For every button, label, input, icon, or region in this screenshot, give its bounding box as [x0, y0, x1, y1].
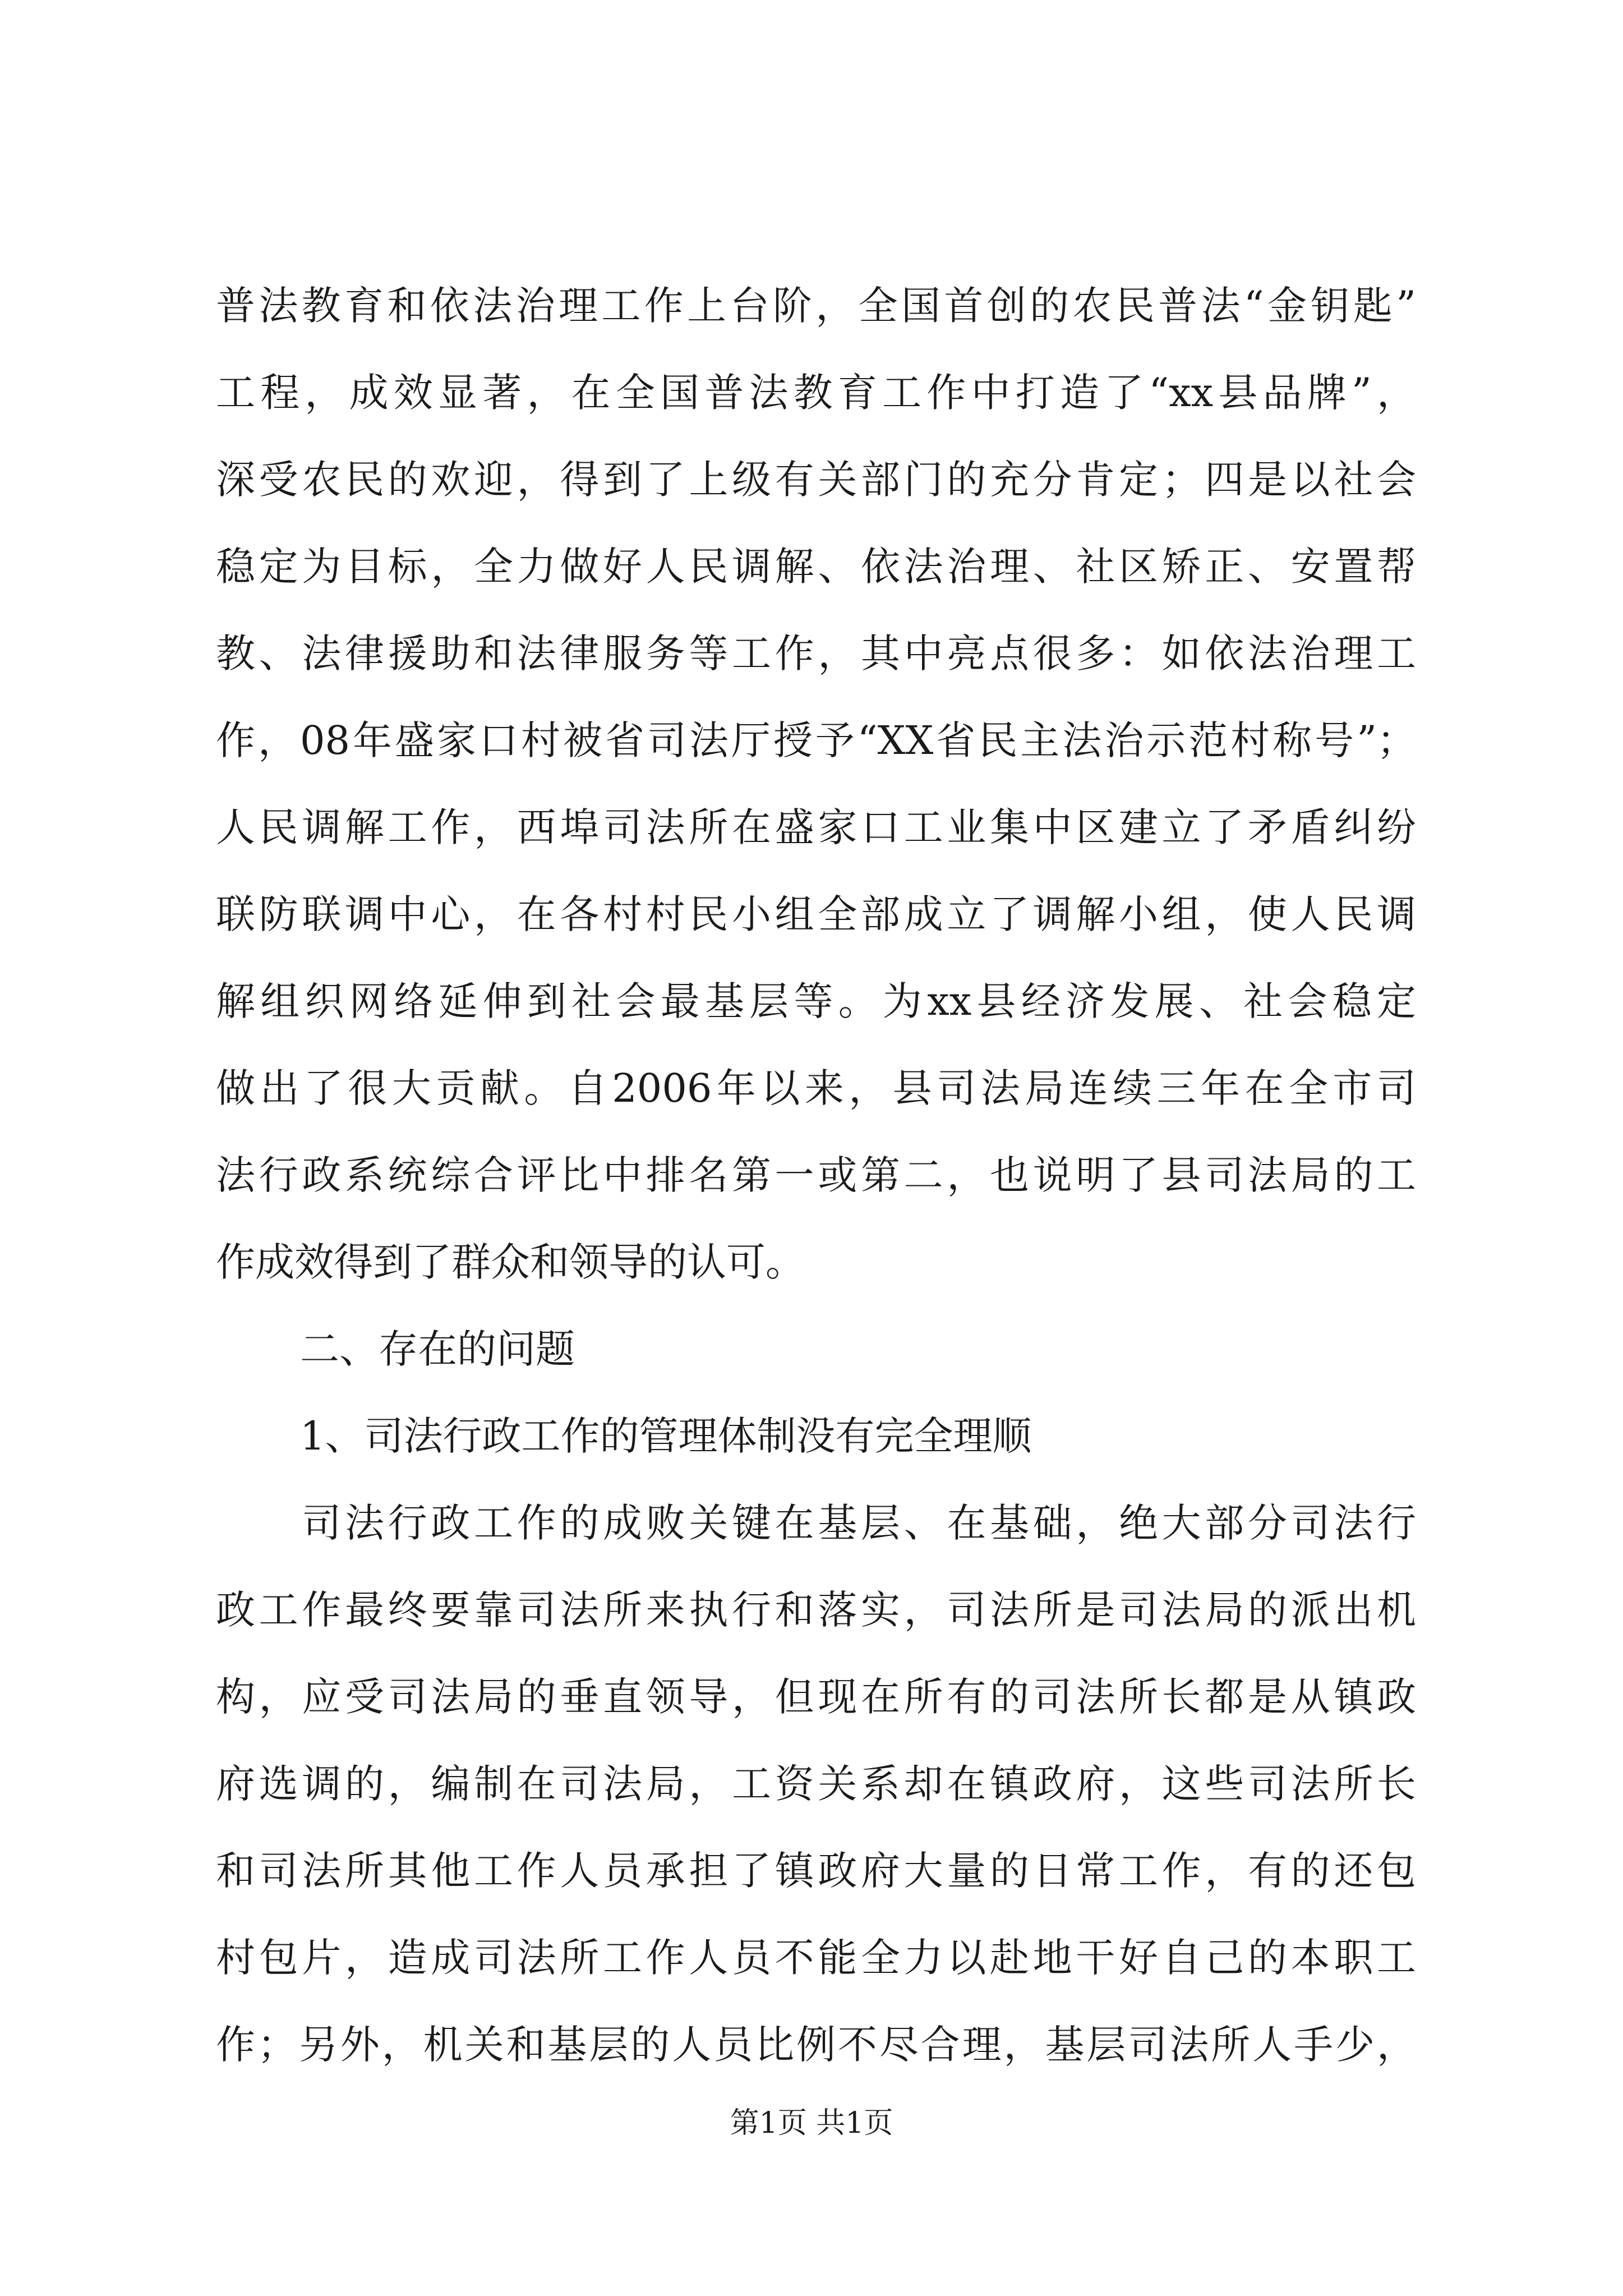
- section-heading: 二、存在的问题: [300, 1326, 575, 1372]
- paragraph-line: 做出了很大贡献。自2006年以来，县司法局连续三年在全市司: [216, 1065, 1416, 1111]
- page-number-footer: 第1页 共1页: [730, 2106, 893, 2140]
- paragraph-line: 稳定为目标，全力做好人民调解、依法治理、社区矫正、安置帮: [216, 544, 1416, 590]
- subsection-heading: 1、司法行政工作的管理体制没有完全理顺: [300, 1413, 1032, 1459]
- paragraph-line: 工程，成效显著，在全国普法教育工作中打造了“xx县品牌”，: [216, 370, 1416, 416]
- paragraph-line: 作成效得到了群众和领导的认可。: [216, 1239, 805, 1285]
- paragraph-line: 政工作最终要靠司法所来执行和落实，司法所是司法局的派出机: [216, 1587, 1416, 1633]
- paragraph-line: 法行政系统综合评比中排名第一或第二，也说明了县司法局的工: [216, 1152, 1416, 1198]
- paragraph-line: 作，08年盛家口村被省司法厅授予“XX省民主法治示范村称号”；: [216, 717, 1416, 763]
- paragraph-line: 普法教育和依法治理工作上台阶，全国首创的农民普法“金钥匙”: [216, 283, 1416, 329]
- paragraph-line: 教、法律援助和法律服务等工作，其中亮点很多：如依法治理工: [216, 631, 1416, 677]
- paragraph-line: 深受农民的欢迎，得到了上级有关部门的充分肯定；四是以社会: [216, 457, 1416, 503]
- paragraph-line: 联防联调中心，在各村村民小组全部成立了调解小组，使人民调: [216, 891, 1416, 937]
- paragraph-line: 构，应受司法局的垂直领导，但现在所有的司法所长都是从镇政: [216, 1674, 1416, 1720]
- paragraph-line: 司法行政工作的成败关键在基层、在基础，绝大部分司法行: [216, 1500, 1416, 1546]
- paragraph-line: 解组织网络延伸到社会最基层等。为xx县经济发展、社会稳定: [216, 978, 1416, 1024]
- paragraph-line: 和司法所其他工作人员承担了镇政府大量的日常工作，有的还包: [216, 1848, 1416, 1894]
- document-body: [216, 263, 1416, 2088]
- paragraph-line: 村包片，造成司法所工作人员不能全力以赴地干好自己的本职工: [216, 1935, 1416, 1981]
- paragraph-line: 人民调解工作，西埠司法所在盛家口工业集中区建立了矛盾纠纷: [216, 804, 1416, 850]
- paragraph-line: 府选调的，编制在司法局，工资关系却在镇政府，这些司法所长: [216, 1761, 1416, 1807]
- paragraph-line: 作；另外，机关和基层的人员比例不尽合理，基层司法所人手少，: [216, 2022, 1416, 2068]
